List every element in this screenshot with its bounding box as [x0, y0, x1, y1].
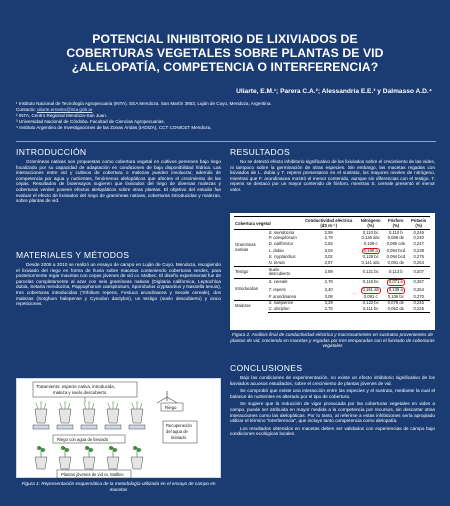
title-line-2: COBERTURAS VEGETALES SOBRE PLANTAS DE VID: [66, 46, 384, 60]
contact-label: Contacto:: [16, 107, 37, 112]
results-table: [234, 216, 430, 313]
value-cell: 0,110 b: [388, 229, 403, 235]
species-cell: P. caespitosum: [268, 235, 297, 241]
value-cell: 2,89: [300, 267, 357, 278]
value-cell: 0,141 abc: [361, 260, 380, 266]
riego-label: Riego: [165, 405, 177, 410]
table-row: [234, 267, 430, 278]
species-cell: Suelo descubierto: [268, 267, 301, 278]
value-cell: 0,062 de: [384, 306, 407, 312]
value-cell: 0,091 de: [387, 260, 404, 266]
figure-1-caption-wrap: [16, 481, 221, 492]
value-cell: 2,59: [324, 229, 333, 235]
species-cell: S. cereale: [268, 278, 301, 286]
value-cell: 0,225: [407, 306, 430, 312]
authors: Uliarte, E.M.¹; Parera C.A.²; Alessandria E.E.³ y Dalmasso A.D.⁴: [236, 88, 432, 95]
title-line-1: POTENCIAL INHIBITORIO DE LIXIVIADOS DE: [92, 32, 358, 46]
value-cell: 3,08: [324, 293, 333, 299]
species-cell: L. dubia: [268, 247, 284, 253]
affiliation-4: ⁴ Instituto Argentino de Investigaciones de las Zonas Áridas (IADIZA), CCT CONICET Mendoza.: [16, 125, 212, 130]
table-caption-wrap: [230, 332, 435, 349]
results-section: [230, 147, 435, 193]
methods-heading: MATERIALES Y MÉTODOS: [16, 250, 130, 260]
grass-tufts: [36, 401, 142, 409]
highlight-value: 0,071 e: [388, 279, 403, 285]
conclusions-p2: Se comprobó que existe una interacción entre las especies y el sustrato, mediante la cual el balance de nutrientes es alterado por el tipo de cobertura.: [230, 388, 435, 399]
vine-plants: [37, 446, 140, 457]
species-cell: F. arundinacea: [268, 293, 297, 299]
lixiviate-irrigation-label: Riego con agua de lixiviado: [57, 437, 109, 442]
value-cell: 2,76: [300, 278, 357, 286]
value-cell: [384, 278, 407, 286]
value-cell: 0,207: [407, 267, 430, 278]
group-cell: Malezas: [234, 300, 268, 312]
value-cell: 2,75: [300, 306, 357, 312]
value-cell: 0,094 bcd: [386, 247, 406, 253]
table-header-row: [234, 217, 430, 230]
results-text: No se detectó efecto inhibitorio significativo de los lixiviados sobre el crecimiento de las vides, ni tampoco sobre la germinación de otras especies. Sin embargo, las macetas regadas con lixiviados de L. dubia y T. repens presentaron en el sustrato, los mayores niveles de nitrógeno, mientras que F. arundinacea mostró el menor contenido, aunque sin diferencias con el testigo. T. repens se destacó por un mayor contenido de fósforo, mientras S. cereale presentó el menor valor.: [230, 159, 435, 192]
value-cell: 3,02: [324, 254, 333, 260]
species-cell: C. dactylon: [268, 306, 301, 312]
group-cell: Gramíneas nativas: [235, 242, 256, 253]
table-caption: Figura 2. Análisis final de conductividad eléctrica y macronutrientes en sustratos provenientes de plantas de vid, creciendo en macetas y regadas por tres temporadas con el lixiviado de coberturas vegetales: [230, 332, 435, 349]
methods-text: Desde 2008 a 2010 se realizó un ensayo de campo en Luján de Cuyo, Mendoza, recogiendo el lixiviado del riego en forma de lluvia sobre macetas conteniendo coberturas verdes, para posteriormente regar macetas con cepas jóvenes de vid cv. Malbec. El diseño experimental fue de parcelas completamente al azar con seis gramíneas nativas (Digitaria californica, Leptochloa dubia, Setaria mendocina, Pappophorum caespitosum, Sporobolus cryptandrus y Nassella tenuis), tres coberturas introducidas (Trifolium repens, Festuca arundinacea y Secale cereale), dos malezas (Sorghum halepense y Cynodon dactylon), un testigo (suelo descubierto) y cinco repeticiones.: [16, 262, 221, 307]
intro-text: Gramíneas nativas son propuestas como cobertura vegetal en cultivos perennes bajo riego focalizado por su capacidad de adaptación en condiciones de baja disponibilidad hídrica. Las interacciones entre vid y cultivos de cobertura o malezas pueden involucrar, además de competencia por agua y nutrientes, fenómenos alelopáticos que afecten el crecimiento de las cepas. Resultados de bioensayos sugieren que lixiviados del riego de diversas malezas y coberturas verdes poseen efectos alelopáticos sobre otras plantas. El objetivo del estudio fue evaluar el efecto de lixiviados del riego de gramíneas nativas, coberturas introducidas y malezas, sobre plantas de vid.: [16, 159, 221, 204]
affiliation-1: ¹ Instituto Nacional de Tecnología Agropecuaria (INTA). EEA Mendoza. San Martín 3853, Luján de Cuyo, Mendoza, Argentina.: [16, 101, 272, 106]
treatment-label-2: maleza y suelo descubierto: [53, 390, 107, 395]
value-cell: 0,240: [413, 235, 424, 241]
value-cell: 0,113 b: [384, 267, 407, 278]
value-cell: 2,79: [324, 235, 333, 241]
species-cell: S. halepense: [268, 300, 301, 306]
col-header-p: Fósforo (%): [384, 217, 407, 230]
affiliations: [16, 101, 436, 131]
species-cell: T. repens: [268, 286, 286, 292]
conclusions-p1: Bajo las condiciones de experimentación, no existe un efecto inhibitorio significativo de los lixiviados acuosos estudiados, sobre el crecimiento de plantas jóvenes de vid.: [230, 375, 435, 386]
header-divider: [16, 141, 436, 142]
conclusions-p4: Los resultados obtenidos en macetas deben ser validados con experiencias de campo bajo condiciones ecológicas locales.: [230, 425, 435, 437]
intro-heading: INTRODUCCIÓN: [16, 147, 87, 157]
upper-pots: [35, 409, 143, 423]
vine-pots: [35, 457, 143, 469]
col-header-k: Potasio (%): [407, 217, 430, 230]
value-cell: 0,106 bc: [387, 293, 404, 299]
results-table-wrap: [230, 213, 435, 330]
value-cell: 0,275: [413, 254, 424, 260]
table-row: [234, 278, 430, 286]
value-cell: 0,254: [413, 286, 424, 292]
value-cell: 0,135 abc: [361, 235, 380, 241]
value-cell: 0,247: [413, 240, 424, 246]
poster-title: [8, 32, 442, 74]
species-cell: D. californica: [268, 240, 293, 246]
recovery-label-2: del agua de: [166, 429, 188, 434]
value-cell: 0,267: [407, 278, 430, 286]
collection-trays: [33, 425, 145, 429]
species-cell: S. mendocina: [268, 229, 295, 235]
treatment-label-1: Tratamiento: especie nativa, introducida,: [36, 384, 115, 389]
col-header-n: Nitrógeno (%): [357, 217, 384, 230]
value-cell: 0,115 bc: [357, 278, 384, 286]
value-cell: 0,090 cde: [386, 240, 406, 246]
group-cell: Testigo: [234, 267, 268, 278]
highlight-value: 0,188 a: [363, 247, 378, 253]
recovery-label-3: lixiviado: [171, 435, 186, 440]
value-cell: 0,121 bc: [357, 267, 384, 278]
methodology-diagram: [17, 379, 222, 479]
methods-section: [16, 250, 221, 307]
value-cell: 0,111 bc: [357, 306, 384, 312]
affiliation-2: ² INTA, Centro Regional Mendoza-San Juan.: [16, 113, 108, 118]
species-cell: N. tenuis: [268, 260, 286, 266]
table-body: [234, 230, 430, 313]
value-cell: 0,129 bc: [362, 254, 379, 260]
highlight-value: 0,136 a: [388, 286, 403, 292]
conclusions-section: [230, 363, 435, 437]
value-cell: [357, 286, 384, 294]
affiliation-3: ³ Universidad Nacional de Córdoba. Facultad de Ciencias Agropecuarias.: [16, 119, 165, 124]
col-header-cobertura: Cobertura vegetal: [234, 217, 300, 230]
value-cell: 2,93: [324, 240, 333, 246]
value-cell: 2,87: [324, 260, 333, 266]
results-heading: RESULTADOS: [230, 147, 290, 157]
value-cell: 3,04: [324, 247, 333, 253]
value-cell: 0,254: [413, 260, 424, 266]
value-cell: 0,246: [413, 229, 424, 235]
value-cell: 0,245: [407, 300, 430, 306]
figure-1: [16, 378, 221, 478]
value-cell: 3,29: [300, 300, 357, 306]
conclusions-p3: Se sugiere que la reducción de vigor provocada por las coberturas vegetales en vides a campo, puede ser atribuida en mayor medida a la competencia por recursos, sin descartar otras interacciones como las alelopáticas. Por lo tanto, al referirse a estas inhibiciones sería apropiado utilizar el término "interferencia", que incluye tanto competencia como alelopatía.: [230, 401, 435, 424]
title-line-3: ¿ALELOPATÍA, COMPETENCIA O INTERFERENCIA?: [71, 60, 379, 74]
value-cell: 0,091 c: [363, 293, 378, 299]
vine-plants-label: Plantas jóvenes de vid cv. Malbec: [61, 472, 124, 477]
value-cell: 0,106 c: [363, 240, 378, 246]
value-cell: 0,270: [413, 293, 424, 299]
value-cell: 0,110 bc: [362, 229, 379, 235]
group-cell: Introducidas: [234, 278, 268, 300]
value-cell: 3,40: [324, 286, 333, 292]
recovery-label-1: Recuperación: [166, 423, 192, 428]
species-cell: S. cryptandrus: [268, 254, 296, 260]
value-cell: 0,066 de: [387, 235, 404, 241]
value-cell: [384, 286, 407, 294]
value-cell: 0,094 bcd: [386, 254, 406, 260]
contact-email-link[interactable]: uliarte.ernesto@inta.gob.ar: [36, 107, 93, 112]
value-cell: 0,238: [413, 247, 424, 253]
value-cell: 0,078 de: [384, 300, 407, 306]
value-cell: 0,122 bc: [357, 300, 384, 306]
figure-1-caption: Figura 1: Representación esquemática de la metodología utilizada en el ensayo de campo en macetas: [21, 481, 216, 492]
conclusions-heading: CONCLUSIONES: [230, 363, 303, 373]
highlight-value: 0,161 ab: [362, 286, 379, 292]
col-header-ce: Conductividad eléctrica (dS m⁻¹): [300, 217, 357, 230]
intro-section: [16, 147, 221, 204]
